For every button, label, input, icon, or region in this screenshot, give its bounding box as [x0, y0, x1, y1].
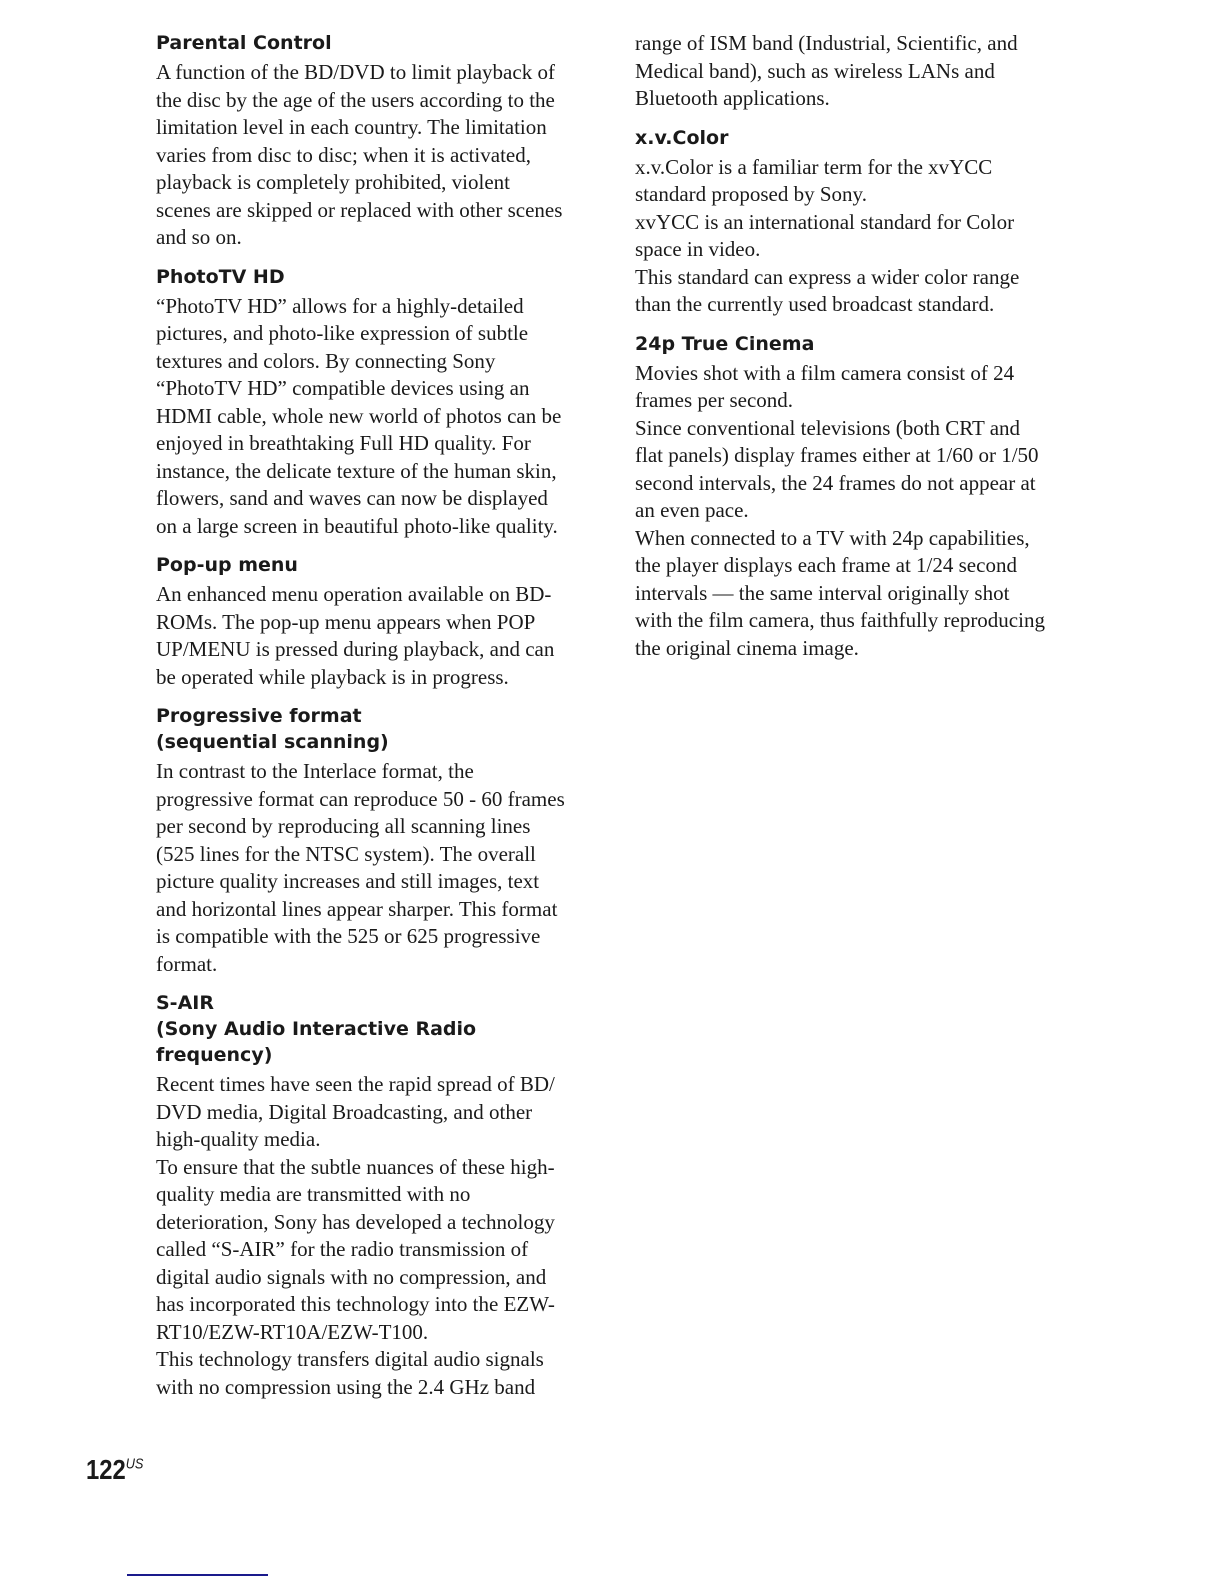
body-line: An enhanced menu operation available on BD-	[156, 582, 552, 606]
page-number-value: 122	[86, 1454, 126, 1485]
body-line: intervals — the same interval originally shot	[635, 580, 1010, 605]
entry-body	[635, 154, 1075, 319]
glossary-entry	[635, 125, 1075, 319]
body-line: This standard can express a wider color range	[635, 264, 1020, 289]
body-line: ROMs. The pop-up menu appears when POP	[156, 609, 536, 634]
entry-heading	[156, 30, 596, 56]
page-region-suffix: US	[125, 1455, 144, 1473]
body-line: and horizontal lines appear sharper. This format	[156, 896, 558, 921]
body-line: space in video.	[635, 237, 761, 261]
body-line: limitation level in each country. The limitation	[156, 115, 547, 139]
body-line: DVD media, Digital Broadcasting, and other	[156, 1099, 533, 1124]
heading-line: Pop-up menu	[156, 554, 298, 576]
body-line: the player displays each frame at 1/24 second	[635, 553, 1017, 577]
footer-rule	[127, 1574, 268, 1576]
entry-body	[156, 59, 596, 252]
body-line: progressive format can reproduce 50 - 60 frames	[156, 786, 565, 811]
entry-body	[635, 360, 1075, 663]
heading-line: PhotoTV HD	[156, 265, 285, 288]
heading-line: Progressive format	[156, 705, 362, 727]
entry-heading	[156, 552, 596, 578]
body-line: textures and colors. By connecting Sony	[156, 348, 496, 373]
heading-line: (sequential scanning)	[156, 731, 389, 753]
glossary-entry	[156, 264, 596, 541]
heading-line: frequency)	[156, 1044, 273, 1066]
body-line: UP/MENU is pressed during playback, and can	[156, 637, 555, 661]
body-line: the original cinema image.	[635, 635, 859, 660]
left-column	[156, 30, 596, 1413]
body-line: Bluetooth applications.	[635, 86, 830, 110]
body-line: scenes are skipped or replaced with other scenes	[156, 197, 563, 222]
body-line: “PhotoTV HD” compatible devices using an	[156, 376, 530, 400]
glossary-entry	[156, 552, 596, 691]
body-line: high-quality media.	[156, 1127, 321, 1151]
glossary-entry	[156, 703, 596, 978]
body-line: standard proposed by Sony.	[635, 182, 867, 206]
entry-heading	[156, 264, 596, 290]
body-line: deterioration, Sony has developed a technology	[156, 1209, 555, 1234]
body-line: is compatible with the 525 or 625 progressive	[156, 924, 541, 948]
body-line: range of ISM band (Industrial, Scientific, and	[635, 31, 1018, 55]
body-line: pictures, and photo-like expression of subtle	[156, 321, 529, 345]
body-line: and so on.	[156, 225, 242, 249]
body-line: per second by reproducing all scanning lines	[156, 814, 531, 838]
entry-heading	[156, 990, 596, 1068]
body-line: on a large screen in beautiful photo-like quality.	[156, 513, 558, 538]
body-line: frames per second.	[635, 388, 794, 412]
body-line: Medical band), such as wireless LANs and	[635, 58, 995, 83]
body-line: called “S-AIR” for the radio transmission of	[156, 1237, 529, 1261]
body-line: This technology transfers digital audio signals	[156, 1347, 544, 1371]
page-number	[86, 1454, 143, 1486]
glossary-entry	[156, 990, 596, 1401]
heading-line: Parental Control	[156, 32, 332, 54]
entry-heading	[635, 331, 1075, 357]
heading-line: 24p True Cinema	[635, 332, 815, 355]
body-line: the disc by the age of the users according to the	[156, 87, 555, 112]
entry-body	[156, 1071, 596, 1401]
body-line: flat panels) display frames either at 1/60 or 1/50	[635, 443, 1039, 467]
body-line: In contrast to the Interlace format, the	[156, 759, 474, 783]
entry-heading	[635, 125, 1075, 151]
body-line: When connected to a TV with 24p capabilities,	[635, 525, 1030, 550]
body-line: enjoyed in breathtaking Full HD quality. For	[156, 431, 531, 455]
body-line: playback is completely prohibited, violent	[156, 170, 510, 194]
entry-heading	[156, 703, 596, 755]
body-line: instance, the delicate texture of the human skin,	[156, 458, 557, 483]
body-line: flowers, sand and waves can now be displayed	[156, 486, 548, 510]
glossary-entry	[156, 30, 596, 252]
body-line: be operated while playback is in progress.	[156, 664, 509, 689]
body-line: Since conventional televisions (both CRT and	[635, 415, 1021, 440]
body-line: quality media are transmitted with no	[156, 1182, 471, 1206]
body-line: To ensure that the subtle nuances of these high-	[156, 1154, 555, 1179]
body-line: second intervals, the 24 frames do not appear at	[635, 470, 1036, 495]
body-line: than the currently used broadcast standard.	[635, 292, 995, 316]
body-line: A function of the BD/DVD to limit playback of	[156, 60, 555, 84]
entry-body	[156, 758, 596, 978]
body-line: varies from disc to disc; when it is activated,	[156, 142, 531, 167]
body-line: x.v.Color is a familiar term for the xvYCC	[635, 154, 993, 179]
entry-body	[156, 581, 596, 691]
body-line: Movies shot with a film camera consist of 24	[635, 360, 1015, 385]
entry-body	[156, 293, 596, 541]
body-line: (525 lines for the NTSC system). The overall	[156, 841, 536, 866]
body-line: with the film camera, thus faithfully reproducing	[635, 608, 1045, 632]
right-column	[635, 30, 1075, 674]
entry-body	[635, 30, 1075, 113]
heading-line: S-AIR	[156, 992, 214, 1014]
body-line: digital audio signals with no compression, and	[156, 1264, 547, 1289]
body-line: format.	[156, 951, 218, 976]
body-line: “PhotoTV HD” allows for a highly-detailed	[156, 293, 524, 318]
glossary-entry	[635, 30, 1075, 113]
body-line: with no compression using the 2.4 GHz band	[156, 1374, 536, 1399]
body-line: an even pace.	[635, 498, 749, 522]
body-line: RT10/EZW-RT10A/EZW-T100.	[156, 1319, 429, 1344]
body-line: Recent times have seen the rapid spread of BD/	[156, 1072, 555, 1096]
body-line: xvYCC is an international standard for Color	[635, 209, 1015, 234]
heading-line: (Sony Audio Interactive Radio	[156, 1018, 477, 1040]
body-line: HDMI cable, whole new world of photos can be	[156, 403, 562, 428]
body-line: picture quality increases and still images, text	[156, 869, 540, 893]
body-line: has incorporated this technology into the EZW-	[156, 1292, 555, 1316]
heading-line: x.v.Color	[635, 126, 729, 149]
glossary-entry	[635, 331, 1075, 663]
